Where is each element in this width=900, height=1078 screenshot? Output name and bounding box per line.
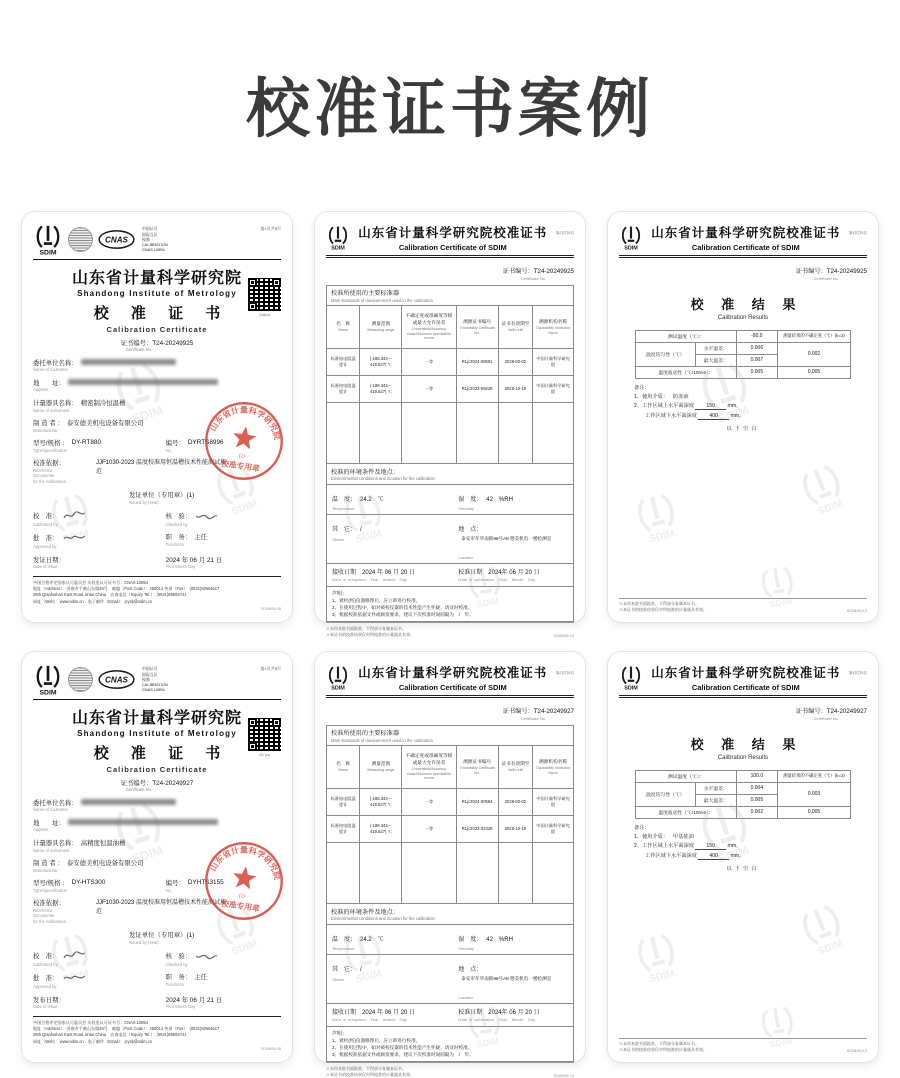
calibrated-by-field: 校 准： Calibrated by xyxy=(33,950,166,967)
accreditation-text: 中国认可 国际互认 校准 CALIBRATION CNAS L0854 xyxy=(142,666,168,693)
doc-code: SDIM/06-08 xyxy=(260,607,281,612)
certificate-card-standards-2[interactable] xyxy=(315,652,585,1078)
address-value-redacted xyxy=(68,379,218,386)
page-marker: 第3页共5页 xyxy=(848,231,867,235)
divider xyxy=(326,257,574,258)
sdim-logo xyxy=(619,664,643,691)
col-header: 溯源机构名称 Traceability Institution Name xyxy=(533,746,574,789)
table-cell: 标准铂电阻温度计 xyxy=(327,376,360,403)
col-header: 不确定度或准确度等级或最大允许误差 Uncertainty/Accuracy class/Maximum permissible errors xyxy=(402,746,456,789)
accreditation-text: 中国认可 国际互认 校准 CALIBRATION CNAS L0854 xyxy=(142,226,168,253)
table-empty-row xyxy=(327,403,574,464)
table-cell: (-189.344～419.527) ℃ xyxy=(360,789,402,816)
header-title-en: Calibration Certificate of SDIM xyxy=(691,242,800,252)
certificate-card-cover-2[interactable] xyxy=(22,652,292,1062)
certificate-footer: ＊未经本院书面批准，不得部分复制本证书。 ＊本证书的校准结果仅对所校准的计量器具有效。 SDIM/06-10 xyxy=(326,1062,574,1078)
cnas-logo xyxy=(98,669,135,690)
certificate-grid xyxy=(22,212,878,1078)
sdim-logo xyxy=(326,224,350,251)
table-header-row xyxy=(327,746,574,789)
col-header: 测量范围 Measuring range xyxy=(360,746,402,789)
divider xyxy=(619,257,867,258)
certificate-card-standards-1[interactable] xyxy=(315,212,585,638)
results-table xyxy=(635,770,851,819)
remarks-block: 备注： 1、使用介质： 防冻液 2、工作区域上水平面深度 150 mm， 工作区域下水平面深度 400 mm。 以下空白 xyxy=(634,384,852,435)
cert-no-sub: Certificate No. xyxy=(125,347,153,352)
checked-by-field: 核 验： Checked by xyxy=(166,950,281,967)
table-cell: 0.005 xyxy=(736,794,777,806)
table-cell: 测试温度（℃）： xyxy=(636,770,737,782)
lower-depth-remark: 工作区域下水平面深度 400 mm。 xyxy=(645,852,745,859)
others-location-row xyxy=(327,955,574,1004)
blank-below-note: 以下空白 xyxy=(726,425,760,432)
customer-value-redacted xyxy=(81,799,176,806)
table-cell: 2026-02-02 xyxy=(498,789,533,816)
cert-no: T24-20249927 xyxy=(533,708,574,715)
qr-caption: 248pxl xyxy=(258,312,271,317)
address-label: 地 址： xyxy=(33,379,65,387)
table-cell: 中国计量科学研究院 xyxy=(533,789,574,816)
header-title-cn: 山东省计量科学研究院校准证书 xyxy=(358,666,548,680)
customer-value-redacted xyxy=(81,359,176,366)
address-field: 地 址： Address xyxy=(33,818,281,833)
table-cell: 温度波动性（℃/10min）： xyxy=(636,366,737,378)
doc-code: SDIM/06-08 xyxy=(260,1047,281,1052)
qr-caption: 24 pxl xyxy=(259,752,270,757)
certificate-footer: 中国合格评定国家认可委员会 实验室认可证书号：CNAS L0854 地址（Address）：济南市千佛山东路28号 邮编（Post Code）：250014 传真（Fax）：(0531)82669117 28th Qianfoshan East Road Jinan,China 咨询电话（Inquiry Tel.）：(0531)85693741 网址（Web）：www.sdim.cn 电子邮件（Email）：jcyxb@sdim.cn SDIM/06-08 xyxy=(33,576,281,613)
certificate-footer: ＊未经本院书面批准，不得部分复制本证书。 ＊本证书的校准结果仅对所校准的计量器具有效。 SDIM/06-10 xyxy=(326,622,574,638)
table-cell: 0.006 xyxy=(736,342,777,354)
svg-text:(1): (1) xyxy=(238,893,246,900)
basis-field: 校准依据： Reference Documents for the Calibration JJF1030-2023 温度校准用恒温槽技术性能测试规范 xyxy=(33,458,281,484)
issued-by-field: 发证单位（专用章）(1) Issued by (seal) xyxy=(129,931,195,945)
results-title-cn: 校 准 结 果 xyxy=(690,736,803,752)
notes-block: 声明： 1、被检(校)仪器修理后，应立即进行校准。 2、在使用过程中，如对被校仪器的技术性能产生怀疑，请及时校准。 3、根据校准依据文件或顾客要求，建议下次校准时间间隔为 / 年。 xyxy=(327,586,574,621)
cert-no: T24-20249925 xyxy=(533,268,574,275)
certificate-card-cover-1[interactable] xyxy=(22,212,292,622)
col-header: 溯源证书编号 Traceability Certificate No. xyxy=(456,746,498,789)
certificate-card-results-2[interactable] xyxy=(608,652,878,1062)
table-cell: 一等 xyxy=(402,349,456,376)
institute-name-en: Shandong Institute of Metrology xyxy=(77,729,237,738)
instrument-field: 计量器具名称： 精密制冷恒温槽 Name of instrument xyxy=(33,399,126,413)
others-field: 其 它： / Others xyxy=(332,527,362,543)
divider xyxy=(619,697,867,698)
env-title: 校准的环境条件及地点： Environmental conditions and location for the calibration xyxy=(327,464,574,485)
address-label: 地 址： xyxy=(33,819,65,827)
calibration-seal xyxy=(198,835,291,928)
issue-date-row: 发布日期： Date of issue 2024 年 06 月 21 日 Year Month Day xyxy=(33,996,223,1010)
cert-no: T24-20249925 xyxy=(826,268,867,275)
calibration-date-field: 校准日期 2024年 06 月 20 日 Date of calibration Year Month Day xyxy=(458,570,540,582)
table-cell: 0.005 xyxy=(777,366,850,378)
serial-field: 编号： DYRTS8996 No. xyxy=(165,439,224,453)
table-row xyxy=(327,816,574,843)
humidity-field: 湿 度： 42 %RH Humidity xyxy=(458,496,513,512)
reception-date-field: 接收日期 2024 年 06 月 20 日 Date of reception Year Month Day xyxy=(332,1010,416,1022)
location-field: 地 点：泰安市年华南街98号A8 德美机电一楼检测室 Location xyxy=(458,967,552,1001)
table-cell: 2026-02-02 xyxy=(498,349,533,376)
table-cell: 中国计量科学研究院 xyxy=(533,349,574,376)
institute-name-cn: 山东省计量科学研究院 xyxy=(71,270,242,287)
institute-name-en: Shandong Institute of Metrology xyxy=(77,289,237,298)
table-cell: 一等 xyxy=(402,376,456,403)
table-empty-row xyxy=(327,843,574,904)
page-marker: 第2页共5页 xyxy=(555,671,574,675)
location-field: 地 点：泰安市年华南街98号A8 德美机电一楼检测室 Location xyxy=(458,527,552,561)
table-cell: RLjc2023-02326 xyxy=(456,816,498,843)
table-cell: 温度均匀性（℃） xyxy=(636,782,696,806)
function-field: 职 务： 主任 Functions xyxy=(165,534,207,547)
ilac-mra-logo xyxy=(68,227,93,252)
instrument-field: 计量器具名称： 高精度恒温油槽 Name of instrument xyxy=(33,839,126,853)
logo-row xyxy=(33,223,281,256)
divider xyxy=(619,255,867,256)
divider xyxy=(33,259,281,260)
table-cell: 0.007 xyxy=(736,354,777,366)
sdim-logo xyxy=(619,224,643,251)
table-cell: RLjc2024-08591 xyxy=(456,349,498,376)
divider xyxy=(326,255,574,256)
table-cell: 测量结果的不确定度（℃）(k=2) xyxy=(777,770,850,782)
approved-by-field: 批 准： Approved by xyxy=(33,532,166,549)
table-cell: (-189.344～419.527) ℃ xyxy=(360,376,402,403)
table-cell: 2025-10-19 xyxy=(498,376,533,403)
approved-by-field: 批 准： Approved by xyxy=(33,972,166,989)
table-row xyxy=(327,789,574,816)
serial-field: 编号： DYHTS3155 No. xyxy=(165,879,224,893)
table-cell: 最大温差： xyxy=(695,354,736,366)
medium-remark: 1、使用介质： 防冻液 xyxy=(634,393,689,400)
blank-below-note: 以下空白 xyxy=(726,865,760,872)
calibration-seal xyxy=(198,395,291,488)
table-cell: 2025-10-19 xyxy=(498,816,533,843)
cert-no: T24-20249927 xyxy=(152,780,194,787)
customer-field: 委托单位名称： Name of Customer xyxy=(33,798,281,813)
doc-title-en: Calibration Certificate xyxy=(106,325,208,334)
col-header: 溯源机构名称 Traceability Institution Name xyxy=(533,306,574,349)
divider xyxy=(326,695,574,696)
header-title-en: Calibration Certificate of SDIM xyxy=(691,682,800,692)
table-cell: 0.003 xyxy=(777,782,850,806)
page-marker: 第1页共5页 xyxy=(260,226,281,231)
svg-text:(1): (1) xyxy=(238,453,246,460)
checked-by-field: 核 验： Checked by xyxy=(166,510,281,527)
table-cell: 温度均匀性（℃） xyxy=(636,342,696,366)
header-title-cn: 山东省计量科学研究院校准证书 xyxy=(651,666,841,680)
handwritten-signature xyxy=(62,972,87,983)
table-cell: 100.0 xyxy=(736,770,777,782)
table-cell: 0.005 xyxy=(736,366,777,378)
header-title-en: Calibration Certificate of SDIM xyxy=(398,682,507,692)
calibrated-by-field: 校 准： Calibrated by xyxy=(33,510,166,527)
table-cell: 水平温差： xyxy=(695,782,736,794)
temp-humidity-row xyxy=(327,924,574,955)
cert-no-line: 证书编号：T24-20249927 Certificate No. xyxy=(795,708,867,721)
doc-code: SDIM/06-10 xyxy=(553,1073,574,1078)
table-title: 校准所使用的主要标准器 Main standards of measurement used in the calibration xyxy=(327,725,574,746)
header-row xyxy=(619,663,867,692)
doc-code: SDIM/06-10 xyxy=(553,633,574,638)
sdim-logo xyxy=(33,663,63,696)
header-title-en: Calibration Certificate of SDIM xyxy=(398,242,507,252)
humidity-field: 湿 度： 42 %RH Humidity xyxy=(458,936,513,952)
header-row xyxy=(326,223,574,252)
doc-code: SDIM/06-10 xyxy=(846,1049,867,1053)
table-header-row xyxy=(327,306,574,349)
table-cell: 一等 xyxy=(402,816,456,843)
divider xyxy=(619,695,867,696)
sign-row-1 xyxy=(33,510,281,527)
table-cell: RLjc2024-00584 xyxy=(456,789,498,816)
remarks-block: 备注： 1、使用介质： 甲基硅油 2、工作区域上水平面深度 150 mm， 工作区域下水平面深度 400 mm。 以下空白 xyxy=(634,824,852,875)
cert-no-line: 证书编号：T24-20249927 Certificate No. xyxy=(502,708,574,721)
standards-table xyxy=(326,725,574,1063)
col-header: 证书有效期至 Valid until xyxy=(498,746,533,789)
table-cell: 最大温差： xyxy=(695,794,736,806)
issue-date-row: 发证日期： Date of issue 2024 年 06 月 21 日 Year Month Day xyxy=(33,556,223,570)
type-field: 型号/规格 ： DY-HTS300 Type/Specification xyxy=(33,879,106,893)
divider xyxy=(326,697,574,698)
type-field: 型号/规格 ： DY-RT880 Type/Specification xyxy=(33,439,101,453)
cnas-logo xyxy=(98,229,135,250)
svg-text:山东省计量科学研究院: 山东省计量科学研究院 xyxy=(208,405,282,441)
certificate-card-results-1[interactable] xyxy=(608,212,878,622)
svg-text:校准专用章: 校准专用章 xyxy=(220,898,261,914)
results-title-en: Calibration Results xyxy=(717,754,769,761)
handwritten-signature xyxy=(194,510,219,521)
function-field: 职 务： 主任 Functions xyxy=(165,974,207,987)
col-header: 溯源证书编号 Traceability Certificate No. xyxy=(456,306,498,349)
header-row xyxy=(619,223,867,252)
basis-field: 校准依据： Reference Documents for the Calibration JJF1030-2023 温度校准用恒温槽技术性能测试规范 xyxy=(33,898,281,924)
reception-date-field: 接收日期 2024 年 06 月 20 日 Date of reception Year Month Day xyxy=(332,570,416,582)
table-cell: 测量结果的不确定度（℃）(k=2) xyxy=(777,330,850,342)
certificate-footer: ＊未经本院书面批准，不得部分复制本证书。 ＊本证书的校准结果仅对所校准的计量器具有效。 SDIM/06-10 xyxy=(619,598,867,614)
institute-name-cn: 山东省计量科学研究院 xyxy=(71,710,242,727)
upper-depth-remark: 2、工作区域上水平面深度 150 mm， xyxy=(634,843,742,850)
col-header: 名 称 Name xyxy=(327,306,360,349)
table-cell: 0.004 xyxy=(736,782,777,794)
col-header: 证书有效期至 Valid until xyxy=(498,306,533,349)
qr-code xyxy=(248,278,281,317)
standards-table xyxy=(326,285,574,623)
header-title-cn: 山东省计量科学研究院校准证书 xyxy=(358,226,548,240)
lower-depth-remark: 工作区域下水平面深度 400 mm。 xyxy=(645,412,745,419)
handwritten-signature xyxy=(62,950,87,961)
customer-label: 委托单位名称： xyxy=(33,799,78,807)
cert-no-sub: Certificate No. xyxy=(125,787,153,792)
col-header: 不确定度或准确度等级或最大允许误差 Uncertainty/Accuracy class/Maximum permissible errors xyxy=(402,306,456,349)
handwritten-signature xyxy=(62,532,87,543)
certificate-footer: ＊未经本院书面批准，不得部分复制本证书。 ＊本证书的校准结果仅对所校准的计量器具有效。 SDIM/06-10 xyxy=(619,1038,867,1054)
ilac-mra-logo xyxy=(68,667,93,692)
table-cell: (-189.344～419.527) ℃ xyxy=(360,349,402,376)
qr-code xyxy=(248,718,281,757)
customer-field: 委托单位名称： Name of Customer xyxy=(33,358,281,373)
table-row xyxy=(327,349,574,376)
manufacturer-field: 制 造 者 ： 泰安德美机电设备有限公司 Manufacturer xyxy=(33,860,144,873)
table-cell: 标准铂电阻温度计 xyxy=(327,349,360,376)
table-cell: 标准铂电阻温度计 xyxy=(327,816,360,843)
calibration-date-field: 校准日期 2024年 06 月 20 日 Date of calibration Year Month Day xyxy=(458,1010,540,1022)
svg-text:校准专用章: 校准专用章 xyxy=(220,458,261,474)
table-cell: 标准铂电阻温度计 xyxy=(327,789,360,816)
cert-no-line: 证书编号：T24-20249925 Certificate No. xyxy=(502,268,574,281)
temperature-field: 温 度： 24.2 ℃ Temperature xyxy=(332,496,384,512)
doc-title-en: Calibration Certificate xyxy=(106,765,208,774)
doc-title-cn: 校 准 证 书 xyxy=(93,305,230,322)
table-cell: -80.0 xyxy=(736,330,777,342)
issue-date-value: 2024 年 06 月 21 日 xyxy=(165,996,223,1004)
cert-no: T24-20249925 xyxy=(152,340,194,347)
upper-depth-remark: 2、工作区域上水平面深度 150 mm， xyxy=(634,403,742,410)
manufacturer-field: 制 造 者 ： 泰安德美机电设备有限公司 Manufacturer xyxy=(33,420,144,433)
table-cell: 温度波动性（℃/10min）： xyxy=(636,806,737,818)
doc-code: SDIM/06-10 xyxy=(846,609,867,613)
handwritten-signature xyxy=(62,510,87,521)
cert-no-line: 证书编号：T24-20249925 xyxy=(120,340,194,347)
table-title: 校准所使用的主要标准器 Main standards of measurement used in the calibration xyxy=(327,285,574,306)
address-field: 地 址： Address xyxy=(33,378,281,393)
certificate-footer: 中国合格评定国家认可委员会 实验室认可证书号：CNAS L0854 地址（Address）：济南市千佛山东路28号 邮编（Post Code）：250014 传真（Fax）：(0531)82669117 28th Qianfoshan East Road Jinan,China 咨询电话（Inquiry Tel.）：(0531)85693741 网址（Web）：www.sdim.cn 电子邮件（Email）：jcyxb@sdim.cn SDIM/06-08 xyxy=(33,1016,281,1053)
basis-value: JJF1030-2023 温度校准用恒温槽技术性能测试规范 xyxy=(96,900,227,915)
others-field: 其 它： / Others xyxy=(332,967,362,983)
page-marker: 第1页共5页 xyxy=(260,666,281,671)
table-cell: 中国计量科学研究院 xyxy=(533,376,574,403)
logo-row xyxy=(33,663,281,696)
env-title: 校准的环境条件及地点： Environmental conditions and location for the calibration xyxy=(327,904,574,925)
table-cell: 0.005 xyxy=(777,806,850,818)
customer-label: 委托单位名称： xyxy=(33,359,78,367)
divider xyxy=(33,699,281,700)
col-header: 名 称 Name xyxy=(327,746,360,789)
cert-no-line: 证书编号：T24-20249927 xyxy=(120,780,194,787)
results-title-en: Calibration Results xyxy=(717,314,769,321)
header-row xyxy=(326,663,574,692)
table-cell: 中国计量科学研究院 xyxy=(533,816,574,843)
table-cell: 0.002 xyxy=(777,342,850,366)
issued-by-field: 发证单位（专用章）(1) Issued by (seal) xyxy=(129,491,195,505)
table-row xyxy=(327,376,574,403)
table-cell: RLjc2023-09226 xyxy=(456,376,498,403)
sign-row-2 xyxy=(33,972,281,989)
dates-row xyxy=(327,564,574,587)
col-header: 测量范围 Measuring range xyxy=(360,306,402,349)
table-cell: (-189.344～419.527) ℃ xyxy=(360,816,402,843)
page-marker: 第2页共5页 xyxy=(555,231,574,235)
medium-remark: 1、使用介质： 甲基硅油 xyxy=(634,833,694,840)
table-cell: 测试温度（℃）： xyxy=(636,330,737,342)
sdim-logo xyxy=(33,223,63,256)
others-location-row xyxy=(327,515,574,564)
issue-date-value: 2024 年 06 月 21 日 xyxy=(165,556,223,564)
handwritten-signature xyxy=(194,950,219,961)
dates-row xyxy=(327,1004,574,1027)
results-table xyxy=(635,330,851,379)
notes-block: 声明： 1、被检(校)仪器修理后，应立即进行校准。 2、在使用过程中，如对被校仪器的技术性能产生怀疑，请及时校准。 3、根据校准依据文件或顾客要求，建议下次校准时间间隔为 / 年。 xyxy=(327,1026,574,1061)
table-cell: 0.002 xyxy=(736,806,777,818)
temperature-field: 温 度： 24.2 ℃ Temperature xyxy=(332,936,384,952)
basis-value: JJF1030-2023 温度校准用恒温槽技术性能测试规范 xyxy=(96,460,227,475)
table-cell: 水平温差： xyxy=(695,342,736,354)
cert-no-line: 证书编号：T24-20249925 Certificate No. xyxy=(795,268,867,281)
doc-title-cn: 校 准 证 书 xyxy=(93,745,230,762)
sign-row-1 xyxy=(33,950,281,967)
address-value-redacted xyxy=(68,819,218,826)
page-title: 校准证书案例 xyxy=(246,73,654,145)
results-title-cn: 校 准 结 果 xyxy=(690,296,803,312)
sign-row-2 xyxy=(33,532,281,549)
table-cell: 一等 xyxy=(402,789,456,816)
temp-humidity-row xyxy=(327,484,574,515)
page-marker: 第3页共5页 xyxy=(848,671,867,675)
sdim-logo xyxy=(326,664,350,691)
svg-text:山东省计量科学研究院: 山东省计量科学研究院 xyxy=(208,845,282,881)
cert-no: T24-20249927 xyxy=(826,708,867,715)
header-title-cn: 山东省计量科学研究院校准证书 xyxy=(651,226,841,240)
